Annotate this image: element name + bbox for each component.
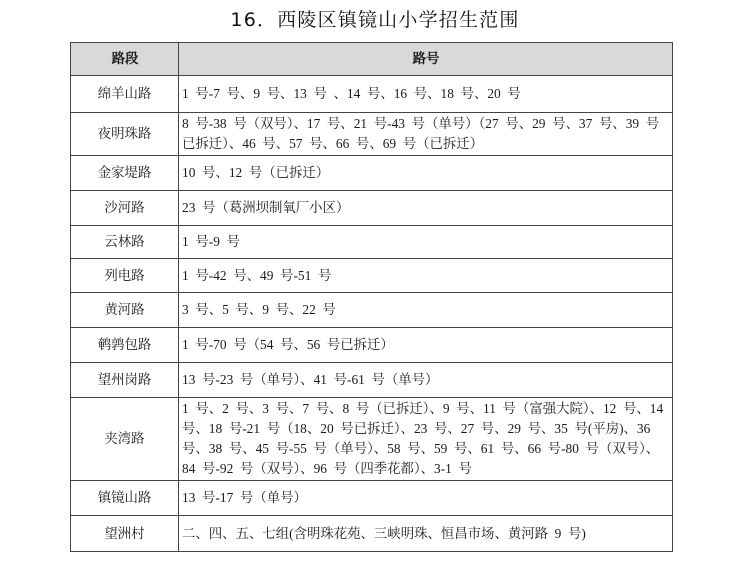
- road-name-cell: 夹湾路: [71, 398, 179, 481]
- table-row: [71, 259, 673, 293]
- road-name-cell: 镇镜山路: [71, 481, 179, 516]
- house-numbers-cell: 3 号、5 号、9 号、22 号: [179, 293, 673, 328]
- header-road-section: 路段: [71, 43, 179, 76]
- road-name-cell: 金家堤路: [71, 156, 179, 191]
- table-row: [71, 156, 673, 191]
- house-numbers-cell: 23 号（葛洲坝制氧厂小区）: [179, 191, 673, 226]
- table-header-row: [71, 43, 673, 76]
- table-row: [71, 293, 673, 328]
- road-name-cell: 黄河路: [71, 293, 179, 328]
- road-name-cell: 鹌鹑包路: [71, 328, 179, 363]
- table-row: [71, 328, 673, 363]
- house-numbers-cell: 13 号-17 号（单号）: [179, 481, 673, 516]
- house-numbers-cell: 13 号-23 号（单号）、41 号-61 号（单号）: [179, 363, 673, 398]
- table-row: [71, 516, 673, 552]
- header-road-numbers: 路号: [179, 43, 673, 76]
- road-name-cell: 列电路: [71, 259, 179, 293]
- house-numbers-cell: 二、四、五、七组(含明珠花苑、三峡明珠、恒昌市场、黄河路 9 号): [179, 516, 673, 552]
- house-numbers-cell: 1 号-70 号（54 号、56 号已拆迁）: [179, 328, 673, 363]
- table-row: [71, 398, 673, 481]
- house-numbers-cell: 1 号、2 号、3 号、7 号、8 号（已拆迁）、9 号、11 号（富强大院）、12 号、14 号、18 号-21 号（18、20 号已拆迁）、23 号、27 号、29 号、35 号(平房)、36 号、38 号、45 号-55 号（单号）、58 号、59 号、61 号、66 号-80 号（双号）、84 号-92 号（双号）、96 号（四季花都）、3-1 号: [179, 398, 673, 481]
- road-name-cell: 绵羊山路: [71, 76, 179, 113]
- table-row: [71, 76, 673, 113]
- house-numbers-cell: 10 号、12 号（已拆迁）: [179, 156, 673, 191]
- table-row: [71, 481, 673, 516]
- road-name-cell: 夜明珠路: [71, 113, 179, 156]
- road-name-cell: 云林路: [71, 226, 179, 259]
- road-name-cell: 望州岗路: [71, 363, 179, 398]
- document-title: 16．西陵区镇镜山小学招生范围: [230, 9, 520, 31]
- house-numbers-cell: 1 号-7 号、9 号、13 号 、14 号、16 号、18 号、20 号: [179, 76, 673, 113]
- table-row: [71, 363, 673, 398]
- table-row: [71, 191, 673, 226]
- house-numbers-cell: 1 号-9 号: [179, 226, 673, 259]
- house-numbers-cell: 8 号-38 号（双号）、17 号、21 号-43 号（单号）（27 号、29 号、37 号、39 号已拆迁）、46 号、57 号、66 号、69 号（已拆迁）: [179, 113, 673, 156]
- table-row: [71, 226, 673, 259]
- table-row: [71, 113, 673, 156]
- road-name-cell: 望洲村: [71, 516, 179, 552]
- enrollment-range-table: [70, 42, 673, 552]
- road-name-cell: 沙河路: [71, 191, 179, 226]
- house-numbers-cell: 1 号-42 号、49 号-51 号: [179, 259, 673, 293]
